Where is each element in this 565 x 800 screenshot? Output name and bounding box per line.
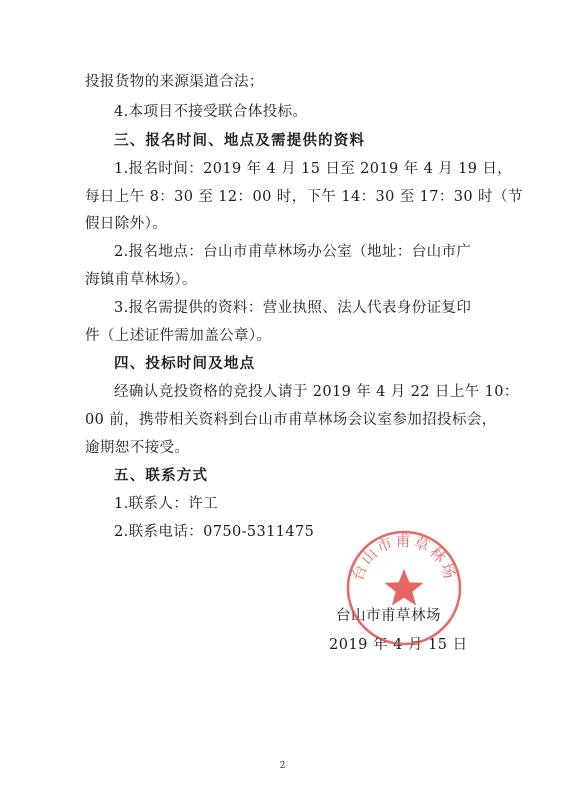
- section-heading: 四、投标时间及地点: [114, 356, 256, 372]
- paragraph-line: 3.报名需提供的资料：营业执照、法人代表身份证复印: [114, 300, 472, 316]
- paragraph-line: 4.本项目不接受联合体投标。: [114, 104, 308, 120]
- section-heading: 五、联系方式: [114, 468, 209, 484]
- paragraph-line: 1.报名时间：2019 年 4 月 15 日至 2019 年 4 月 19 日，: [114, 161, 513, 177]
- paragraph-line: 海镇甫草林场）。: [85, 272, 197, 288]
- paragraph-line: 2.联系电话：0750-5311475: [114, 524, 315, 540]
- svg-text:台山市甫草林场: 台山市甫草林场: [348, 532, 460, 583]
- paragraph-line: 逾期恕不接受。: [85, 440, 190, 456]
- paragraph-line: 经确认竞投资格的竞投人请于 2019 年 4 月 22 日上午 10：: [114, 384, 519, 400]
- seal-star-icon: [385, 569, 424, 606]
- page-number: 2: [279, 761, 286, 771]
- section-heading: 三、报名时间、地点及需提供的资料: [114, 133, 366, 149]
- paragraph-line: 2.报名地点：台山市甫草林场办公室（地址：台山市广: [114, 244, 472, 260]
- paragraph-line: 投报货物的来源渠道合法；: [85, 74, 264, 90]
- paragraph-line: 00 前，携带相关资料到台山市甫草林场会议室参加招投标会，: [85, 412, 497, 428]
- signature-organization: 台山市甫草林场: [336, 608, 441, 624]
- paragraph-line: 1.联系人：许工: [114, 496, 219, 512]
- official-seal: [340, 524, 468, 652]
- paragraph-line: 假日除外）。: [85, 216, 168, 232]
- paragraph-line: 每日上午 8：30 至 12：00 时，下午 14：30 至 17：30 时（节: [85, 189, 523, 205]
- paragraph-line: 件（上述证件需加盖公章）。: [85, 328, 272, 344]
- signature-date: 2019 年 4 月 15 日: [329, 637, 468, 653]
